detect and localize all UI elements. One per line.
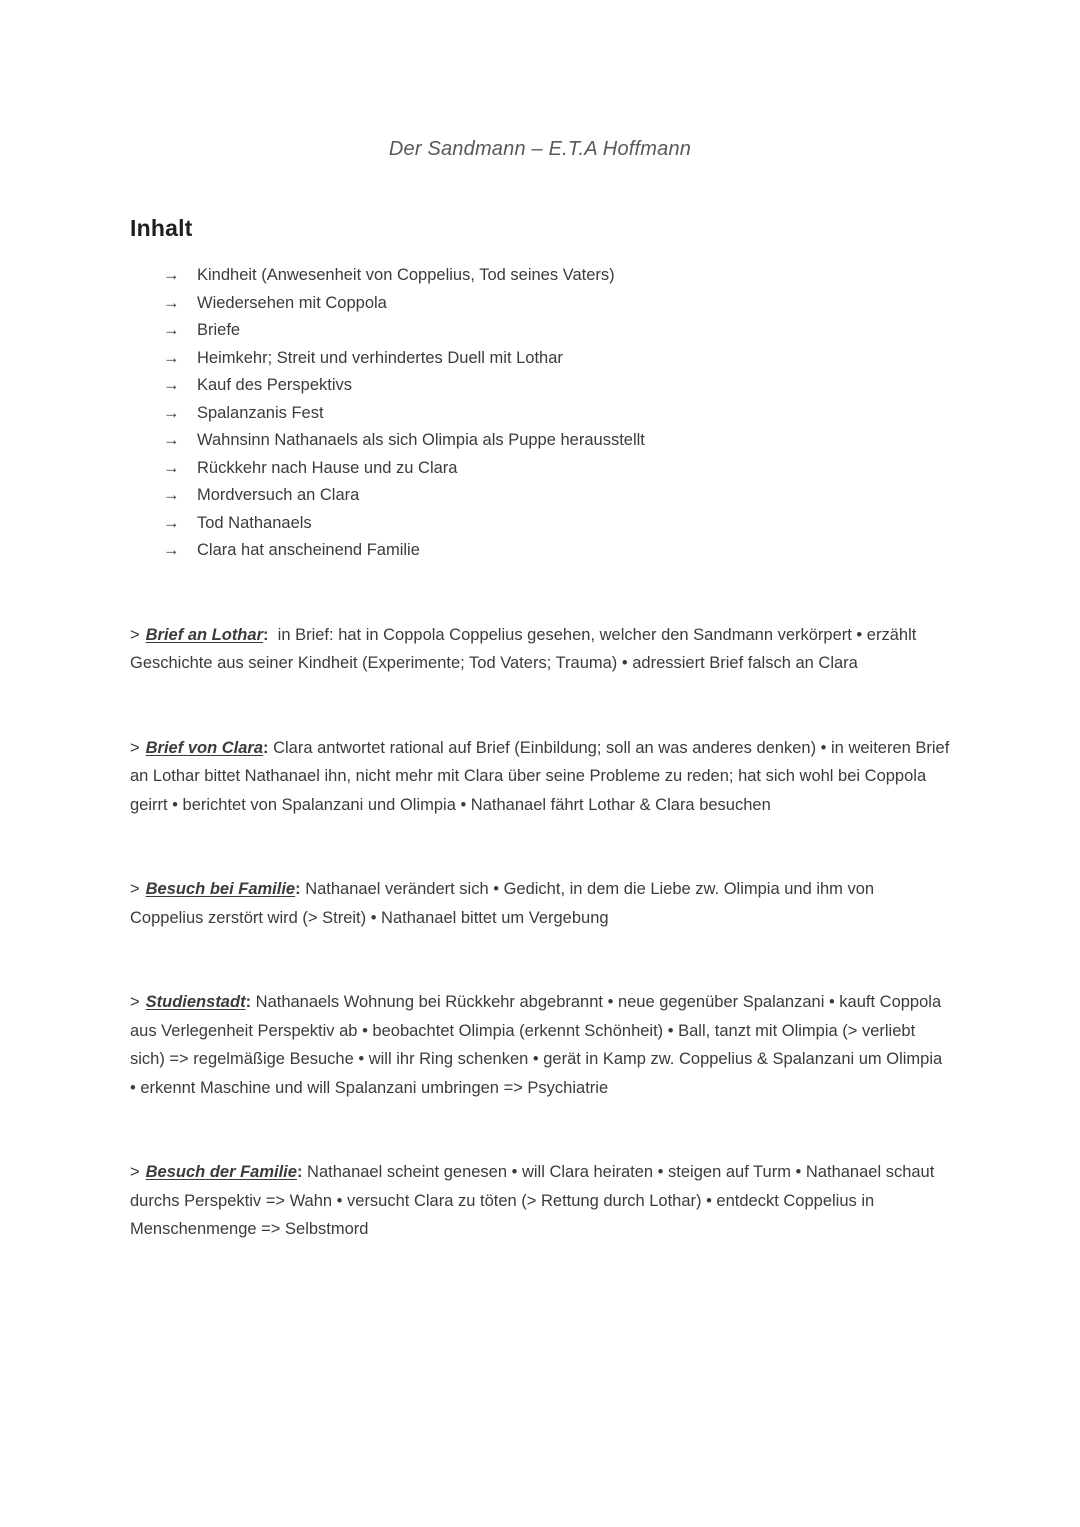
section-label: Studienstadt (145, 993, 246, 1011)
arrow-icon: → (163, 541, 180, 559)
toc-item (163, 400, 950, 428)
toc-item-text: Kindheit (Anwesenheit von Coppelius, Tod seines Vaters) (197, 266, 615, 284)
arrow-icon: → (163, 321, 180, 339)
toc-item (163, 510, 950, 538)
section-label: Brief von Clara (145, 738, 264, 757)
gt-prefix: > (130, 880, 140, 898)
toc-item (163, 482, 950, 510)
toc-item-text: Mordversuch an Clara (197, 486, 360, 504)
gt-prefix: > (130, 738, 140, 757)
section-colon: : (245, 993, 252, 1011)
note-paragraph-studienstadt (130, 988, 950, 1102)
toc-item-text: Briefe (197, 321, 241, 339)
note-paragraph-brief-an-lothar (130, 621, 950, 678)
inhalt-heading: Inhalt (130, 215, 193, 241)
note-paragraph-brief-von-clara (130, 734, 954, 820)
arrow-icon: → (163, 513, 180, 532)
gt-prefix: > (130, 993, 140, 1011)
section-colon: : (296, 1163, 303, 1181)
toc-item-text: Spalanzanis Fest (197, 403, 324, 422)
toc-item-text: Tod Nathanaels (197, 513, 312, 532)
gt-prefix: > (130, 1163, 140, 1181)
note-paragraph-besuch-bei-familie (130, 875, 950, 932)
section-text: Nathanaels Wohnung bei Rückkehr abgebrannt • neue gegenüber Spalanzani • kauft Coppola aus Verlegenheit Perspektiv ab • beobachtet Olimpia (erkennt Schönheit) • Ball, tanzt mit Olimpia (> verliebt sich) => regelmäßige Besuche • will ihr Ring schenken • gerät in Kamp zw. Coppelius & Spalanzani um Olimpia • erkennt Maschine und will Spalanzani umbringen => Psychiatrie (130, 993, 947, 1097)
section-label: Besuch der Familie (145, 1163, 297, 1181)
toc-item-text: Wahnsinn Nathanaels als sich Olimpia als Puppe herausstellt (197, 431, 645, 449)
section-label: Brief an Lothar (145, 625, 263, 644)
arrow-icon: → (163, 293, 180, 312)
toc-item (163, 427, 950, 455)
arrow-icon: → (163, 403, 180, 422)
arrow-icon: → (163, 376, 180, 394)
toc-item (163, 317, 950, 345)
toc-list (130, 262, 950, 565)
arrow-icon: → (163, 266, 180, 284)
toc-item-text: Heimkehr; Streit und verhindertes Duell mit Lothar (197, 348, 563, 367)
toc-item (163, 537, 950, 565)
arrow-icon: → (163, 486, 180, 504)
toc-item-text: Clara hat anscheinend Familie (197, 541, 420, 559)
section-text: Clara antwortet rational auf Brief (Einbildung; soll an was anderes denken) • in weiteren Brief an Lothar bittet Nathanael ihn, nicht mehr mit Clara über seine Probleme zu reden; hat sich wohl bei Coppola geirrt • berichtet von Spalanzani und Olimpia • Nathanael fährt Lothar & Clara besuchen (130, 738, 954, 814)
section-text: Nathanael scheint genesen • will Clara heiraten • steigen auf Turm • Nathanael schaut durchs Perspektiv => Wahn • versucht Clara zu töten (> Rettung durch Lothar) • entdeckt Coppelius in Menschenmenge => Selbstmord (130, 1163, 939, 1238)
toc-item (163, 372, 950, 400)
toc-item-text: Rückkehr nach Hause und zu Clara (197, 458, 458, 477)
gt-prefix: > (130, 625, 140, 644)
section-text: in Brief: hat in Coppola Coppelius gesehen, welcher den Sandmann verkörpert • erzählt Geschichte aus seiner Kindheit (Experimente; Tod Vaters; Trauma) • adressiert Brief falsch an Clara (130, 625, 921, 672)
arrow-icon: → (163, 431, 180, 449)
note-paragraph-besuch-der-familie (130, 1158, 950, 1244)
toc-item (163, 262, 950, 290)
toc-item (163, 455, 950, 483)
section-colon: : (263, 625, 269, 644)
section-colon: : (295, 880, 301, 898)
section-text: Nathanael verändert sich • Gedicht, in dem die Liebe zw. Olimpia und ihm von Coppelius zerstört wird (> Streit) • Nathanael bittet um Vergebung (130, 880, 879, 927)
arrow-icon: → (163, 458, 180, 477)
arrow-icon: → (163, 348, 180, 367)
toc-item-text: Kauf des Perspektivs (197, 376, 352, 394)
section-label: Besuch bei Familie (145, 880, 296, 898)
notes-sections (130, 621, 954, 1244)
document-title: Der Sandmann – E.T.A Hoffmann (388, 138, 692, 160)
toc-item (163, 345, 950, 373)
section-colon: : (263, 738, 269, 757)
toc-item (163, 290, 950, 318)
toc-item-text: Wiedersehen mit Coppola (197, 293, 387, 312)
